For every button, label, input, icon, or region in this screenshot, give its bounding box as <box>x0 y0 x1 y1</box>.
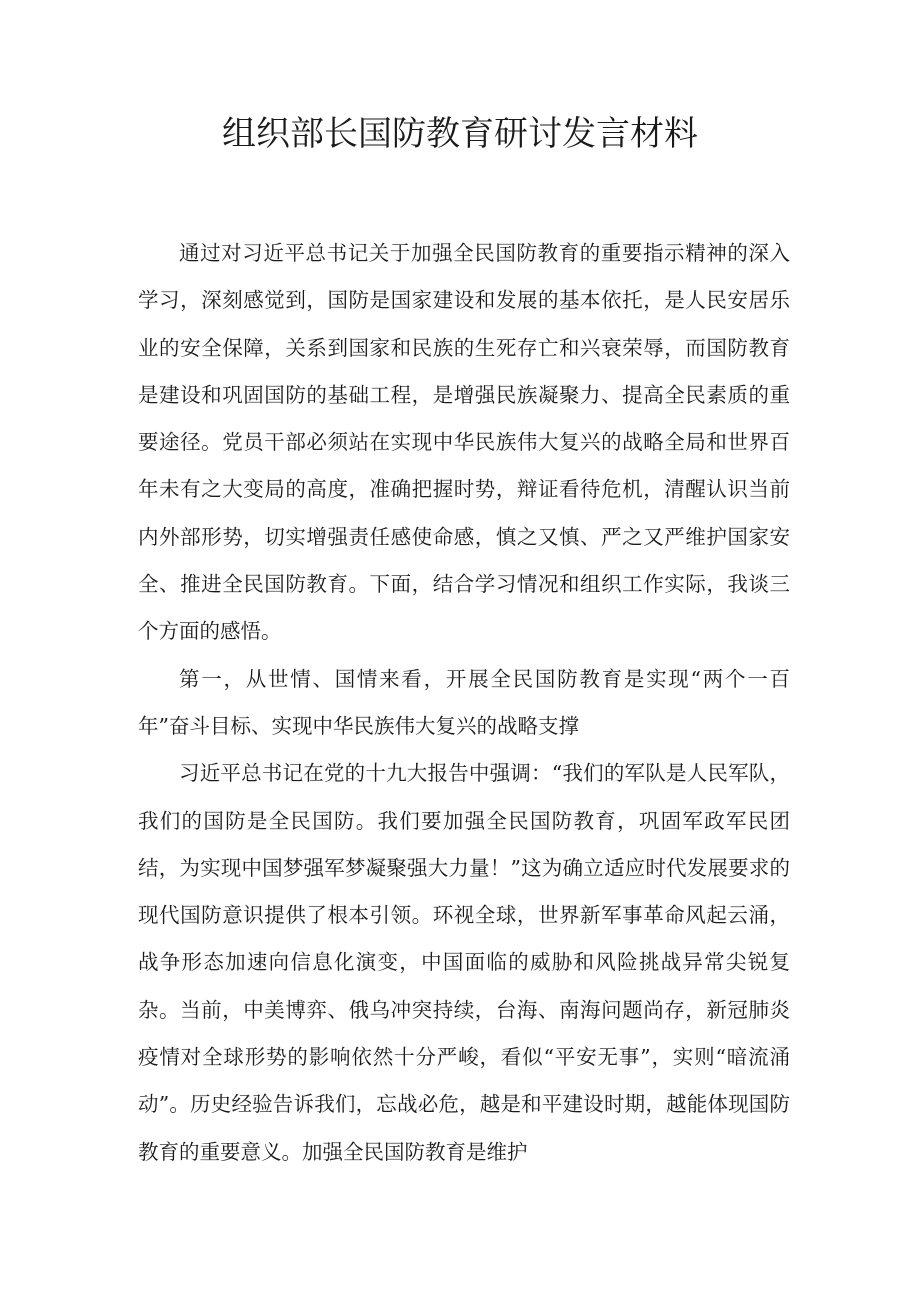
paragraph-section-1-body: 习近平总书记在党的十九大报告中强调：“我们的军队是人民军队，我们的国防是全民国防。我们要加强全民国防教育，巩固军政军民团结，为实现中国梦强军梦凝聚强大力量！”这为确立适应时代发展要求的现代国防意识提供了根本引领。环视全球，世界新军事革命风起云涌，战争形态加速向信息化演变，中国面临的威胁和风险挑战异常尖锐复杂。当前，中美博弈、俄乌冲突持续，台海、南海问题尚存，新冠肺炎疫情对全球形势的影响依然十分严峻，看似“平安无事”，实则“暗流涌动”。历史经验告诉我们，忘战必危，越是和平建设时期，越能体现国防教育的重要意义。加强全民国防教育是维护 <box>138 761 790 1164</box>
paragraph-section-heading-1: 第一，从世情、国情来看，开展全民国防教育是实现“两个一百年”奋斗目标、实现中华民族伟大复兴的战略支撑 <box>138 666 790 738</box>
document-title: 组织部长国防教育研讨发言材料 <box>222 114 698 154</box>
document-body <box>138 230 790 1176</box>
paragraph-intro: 通过对习近平总书记关于加强全民国防教育的重要指示精神的深入学习，深刻感觉到，国防是国家建设和发展的基本依托，是人民安居乐业的安全保障，关系到国家和民族的生死存亡和兴衰荣辱，而国防教育是建设和巩固国防的基础工程，是增强民族凝聚力、提高全民素质的重要途径。党员干部必须站在实现中华民族伟大复兴的战略全局和世界百年未有之大变局的高度，准确把握时势，辩证看待危机，清醒认识当前内外部形势，切实增强责任感使命感，慎之又慎、严之又严维护国家安全、推进全民国防教育。下面，结合学习情况和组织工作实际，我谈三个方面的感悟。 <box>138 241 790 644</box>
